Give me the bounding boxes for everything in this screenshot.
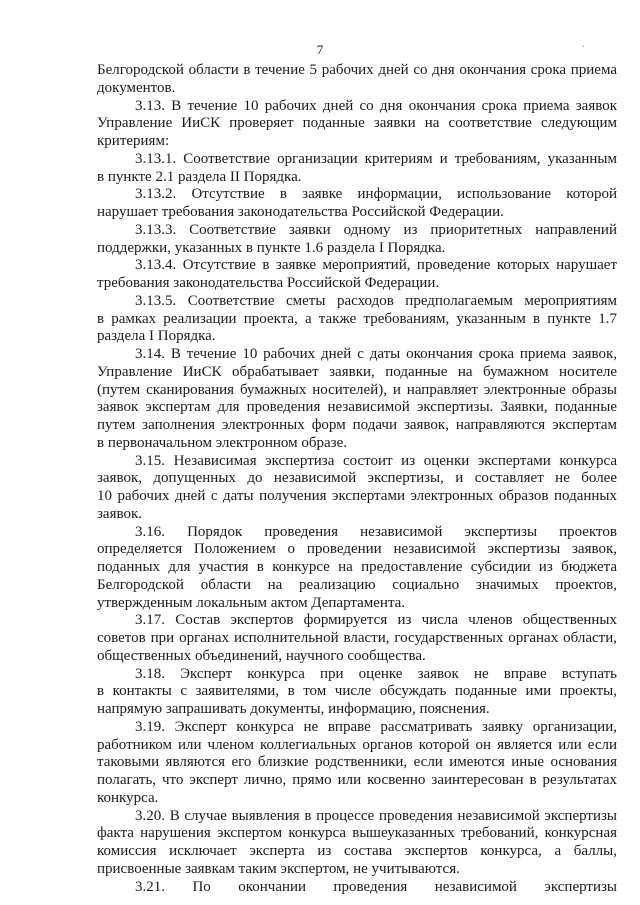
- text-line: 3.13.3. Соответствие заявки одному из приоритетных направлений: [135, 221, 617, 238]
- text-line: 3.13.1. Соответствие организации критериям и требованиям, указанным: [135, 150, 617, 167]
- page-number: 7: [316, 42, 324, 57]
- text-line: напрямую запрашивать документы, информацию, пояснения.: [97, 701, 490, 717]
- paragraph: [97, 186, 617, 222]
- text-line: присвоенные заявкам таким экспертом, не учитываются.: [97, 860, 460, 877]
- text-line: в контакты с заявителями, в том числе обсуждать поданные ими проекты,: [97, 683, 617, 700]
- paragraph: [97, 62, 617, 98]
- text-line: 3.15. Независимая экспертиза состоит из оценки экспертами конкурса: [135, 452, 617, 469]
- text-line: факта нарушения экспертом конкурса вышеуказанных требований, конкурсная: [97, 825, 617, 842]
- paragraph: [97, 666, 617, 719]
- paragraph: [97, 453, 617, 524]
- text-line: Белгородской области на реализацию социально значимых проектов,: [97, 576, 617, 593]
- paragraph: [97, 808, 617, 879]
- text-line: в пункте 2.1 раздела II Порядка.: [97, 168, 302, 185]
- document-body: [97, 62, 617, 896]
- text-line: 3.13.2. Отсутствие в заявке информации, использование которой: [135, 186, 617, 203]
- text-line: общественных объединений, научного сообщества.: [97, 647, 426, 664]
- paragraph: [97, 612, 617, 665]
- text-line: поданных для участия в конкурсе на предоставление субсидии из бюджета: [97, 559, 617, 575]
- paragraph: [97, 293, 617, 346]
- text-line: 3.20. В случае выявления в процессе проведения независимой экспертизы: [135, 807, 617, 824]
- paragraph: [97, 524, 617, 613]
- text-line: в рамках реализации проекта, а также требованиям, указанным в пункте 1.7: [97, 310, 617, 327]
- text-line: поддержки, указанных в пункте 1.6 раздела I Порядка.: [97, 239, 446, 256]
- text-line: 3.17. Состав экспертов формируется из числа членов общественных: [135, 612, 617, 629]
- text-line: раздела I Порядка.: [97, 328, 216, 345]
- text-line: 3.21. По окончании проведения независимой экспертизы: [135, 878, 617, 895]
- text-line: Белгородской области в течение 5 рабочих дней со дня окончания срока приема: [97, 62, 617, 78]
- text-line: 3.16. Порядок проведения независимой экспертизы проектов: [135, 523, 617, 540]
- text-line: документов.: [97, 79, 176, 96]
- text-line: критериям:: [97, 133, 170, 149]
- paragraph: [97, 151, 617, 187]
- paragraph: [97, 98, 617, 151]
- text-line: путем заполнения электронных форм подачи заявок, направляются экспертам: [97, 417, 617, 433]
- paragraph: [97, 257, 617, 293]
- paragraph: [97, 879, 617, 897]
- text-line: требования законодательства Российской Федерации.: [97, 275, 440, 291]
- text-line: 3.14. В течение 10 рабочих дней с даты окончания срока приема заявок,: [135, 346, 617, 362]
- text-line: конкурса.: [97, 789, 159, 806]
- paragraph: [97, 719, 617, 808]
- text-line: нарушает требования законодательства Российской Федерации.: [97, 204, 504, 220]
- text-line: 3.13. В течение 10 рабочих дней со дня окончания срока приема заявок: [135, 97, 617, 114]
- corner-mark: ·: [582, 42, 586, 53]
- text-line: в первоначальном электронном образе.: [97, 434, 347, 451]
- text-line: утвержденным локальным актом Департамента.: [97, 594, 406, 611]
- text-line: работником или членом коллегиальных органов которой он является или если: [97, 736, 617, 753]
- text-line: определяется Положением о проведении независимой экспертизы заявок,: [97, 541, 617, 558]
- text-line: полагать, что эксперт лично, прямо или косвенно заинтересован в результатах: [97, 772, 617, 788]
- text-line: 3.13.5. Соответствие сметы расходов предполагаемым мероприятиям: [135, 292, 617, 309]
- text-line: 10 рабочих дней с даты получения экспертами электронных образов поданных: [97, 488, 617, 504]
- text-line: заявок.: [97, 505, 142, 522]
- text-line: Управление ИиСК проверяет поданные заявки на соответствие следующим: [97, 115, 617, 132]
- paragraph: [97, 222, 617, 258]
- text-line: заявок экспертам для проведения независимой экспертизы. Заявки, поданные: [97, 399, 617, 416]
- text-line: (путем сканирования бумажных носителей), и направляет электронные образы: [97, 381, 617, 398]
- text-line: 3.19. Эксперт конкурса не вправе рассматривать заявку организации,: [135, 718, 617, 735]
- text-line: Управление ИиСК обрабатывает заявки, поданные на бумажном носителе: [97, 363, 617, 380]
- text-line: советов при органах исполнительной власти, государственных органах области,: [97, 630, 617, 646]
- text-line: 3.13.4. Отсутствие в заявке мероприятий, проведение которых нарушает: [135, 257, 617, 274]
- text-line: заявок, допущенных до независимой экспертизы, и составляет не более: [97, 470, 617, 487]
- text-line: комиссия исключает эксперта из состава экспертов конкурса, а баллы,: [97, 843, 617, 859]
- text-line: 3.18. Эксперт конкурса при оценке заявок не вправе вступать: [135, 665, 617, 682]
- paragraph: [97, 346, 617, 453]
- text-line: таковыми являются его близкие родственники, если имеются иные основания: [97, 754, 617, 771]
